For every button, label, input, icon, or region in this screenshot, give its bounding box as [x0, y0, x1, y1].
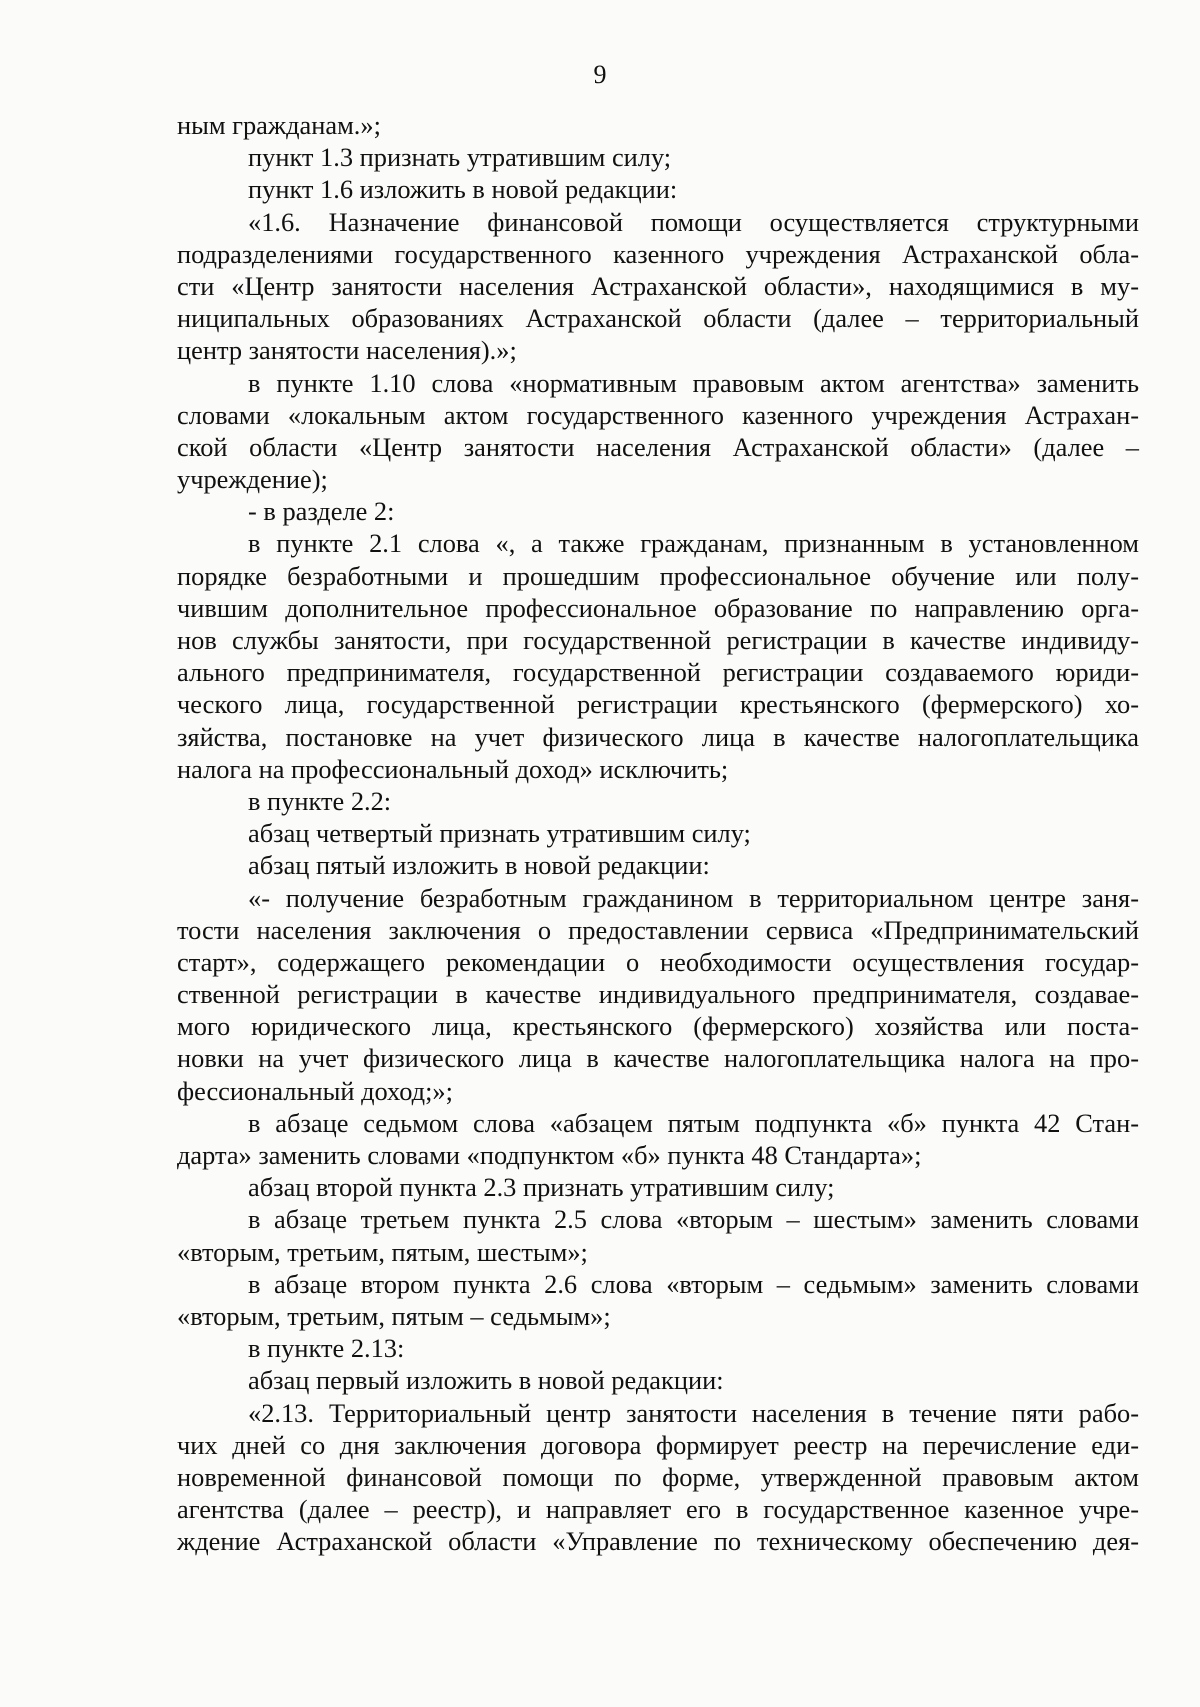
text-line: ждение Астраханской области «Управление по техническому обеспечению дея- [177, 1526, 1139, 1557]
document-body [177, 109, 1139, 1557]
text-line: «2.13. Территориальный центр занятости населения в течение пяти рабо- [248, 1397, 1139, 1428]
text-line: «вторым, третьим, пятым, шестым»; [177, 1236, 588, 1267]
text-line: ственной регистрации в качестве индивидуального предпринимателя, создавае- [177, 979, 1139, 1010]
text-line: «1.6. Назначение финансовой помощи осуществляется структурными [248, 206, 1139, 237]
text-line: подразделениями государственного казенного учреждения Астраханской обла- [177, 238, 1139, 269]
text-line: - в разделе 2: [248, 496, 395, 527]
text-line: ской области «Центр занятости населения Астраханской области» (далее – [177, 431, 1139, 462]
text-line: в абзаце третьем пункта 2.5 слова «вторым – шестым» заменить словами [248, 1204, 1139, 1235]
text-line: налога на профессиональный доход» исключить; [177, 753, 729, 784]
text-line: зяйства, постановке на учет физического лица в качестве налогоплательщика [177, 721, 1139, 752]
text-line: «вторым, третьим, пятым – седьмым»; [177, 1300, 611, 1331]
text-line: в абзаце втором пункта 2.6 слова «вторым – седьмым» заменить словами [248, 1268, 1139, 1299]
text-line: «- получение безработным гражданином в территориальном центре заня- [248, 882, 1139, 913]
text-line: старт», содержащего рекомендации о необходимости осуществления государ- [177, 946, 1139, 977]
text-line: мого юридического лица, крестьянского (фермерского) хозяйства или поста- [177, 1011, 1139, 1042]
text-line: ным гражданам.»; [177, 110, 381, 140]
text-line: в пункте 2.1 слова «, а также гражданам, признанным в установленном [248, 528, 1139, 559]
text-line: абзац первый изложить в новой редакции: [248, 1365, 724, 1396]
text-line: в пункте 2.13: [248, 1333, 405, 1364]
text-line: ниципальных образованиях Астраханской области (далее – территориальный [177, 303, 1139, 334]
text-line: чившим дополнительное профессиональное образование по направлению орга- [177, 592, 1139, 623]
text-line: абзац второй пункта 2.3 признать утратившим силу; [248, 1172, 835, 1203]
text-line: пункт 1.6 изложить в новой редакции: [248, 174, 678, 205]
text-line: фессиональный доход;»; [177, 1075, 453, 1106]
text-line: дарта» заменить словами «подпунктом «б» пункта 48 Стандарта»; [177, 1140, 922, 1170]
text-line: в пункте 1.10 слова «нормативным правовым актом агентства» заменить [248, 367, 1139, 398]
text-line: сти «Центр занятости населения Астраханской области», находящимися в му- [177, 270, 1139, 301]
text-line: учреждение); [177, 464, 328, 495]
text-line: пункт 1.3 признать утратившим силу; [248, 142, 672, 173]
text-line: в пункте 2.2: [248, 785, 392, 816]
text-line: агентства (далее – реестр), и направляет его в государственное казенное учре- [177, 1494, 1139, 1525]
text-line: ального предпринимателя, государственной регистрации создаваемого юриди- [177, 657, 1139, 688]
text-line: абзац пятый изложить в новой редакции: [248, 850, 710, 881]
text-line: нов службы занятости, при государственной регистрации в качестве индивиду- [177, 625, 1139, 655]
text-line: чих дней со дня заключения договора формирует реестр на перечисление еди- [177, 1429, 1139, 1460]
page-number: 9 [593, 60, 607, 89]
text-line: ческого лица, государственной регистрации крестьянского (фермерского) хо- [177, 689, 1139, 720]
text-line: словами «локальным актом государственного казенного учреждения Астрахан- [177, 399, 1139, 430]
text-line: новременной финансовой помощи по форме, утвержденной правовым актом [177, 1461, 1139, 1492]
text-line: новки на учет физического лица в качестве налогоплательщика налога на про- [177, 1043, 1139, 1074]
text-line: абзац четвертый признать утратившим силу; [248, 818, 751, 849]
text-line: тости населения заключения о предоставлении сервиса «Предпринимательский [177, 914, 1139, 945]
text-line: центр занятости населения).»; [177, 335, 517, 366]
text-line: порядке безработными и прошедшим профессиональное обучение или полу- [177, 560, 1139, 591]
text-line: в абзаце седьмом слова «абзацем пятым подпункта «б» пункта 42 Стан- [248, 1107, 1139, 1138]
